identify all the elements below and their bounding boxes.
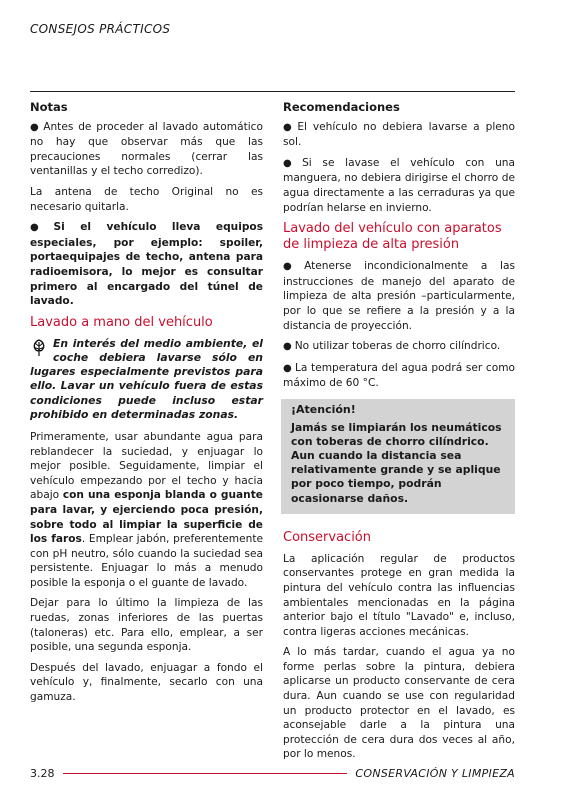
left-column — [30, 100, 263, 711]
bullet-dot-icon: ● — [30, 222, 51, 234]
bullet-dot-icon: ● — [283, 362, 293, 374]
hp-bullet-2: ● No utilizar toberas de chorro cilíndrico. — [283, 340, 501, 353]
header-rule — [30, 91, 515, 92]
notas-heading: Notas — [30, 100, 68, 114]
hp-bullet-3: ● La temperatura del agua podrá ser como máximo de 60 °C. — [283, 361, 515, 390]
chapter-title: CONSERVACIÓN Y LIMPIEZA — [355, 767, 515, 780]
rec-bullet-1: ● El vehículo no debiera lavarse a pleno sol. — [283, 120, 515, 149]
bullet-dot-icon: ● — [283, 341, 292, 353]
rec-bullet-2: ● Si se lavase el vehículo con una manguera, no debiera dirigirse el chorro de agua directamente a las cerraduras ya que podrían helarse en invierno. — [283, 156, 515, 214]
bullet-dot-icon: ● — [283, 261, 302, 273]
section-title-high-pressure: Lavado del vehículo con aparatos de limpieza de alta presión — [283, 221, 502, 253]
warning-title: ¡Atención! — [291, 402, 356, 416]
notas-bullet-2: ● Si el vehículo lleva equipos especiales, por ejemplo: spoiler, portaequipajes de techo, antena para radioemisora, lo mejor es consultar primero al encargado del túnel de lavado. — [30, 221, 263, 308]
page-number: 3.28 — [30, 767, 55, 780]
warning-text: Jamás se limpiarán los neumáticos con toberas de chorro cilíndrico. Aun cuando la distancia sea relativamente grande y se aplique por poco tiempo, podrán ocasionarse daños. — [291, 420, 502, 505]
conservation-paragraph-2: A lo más tardar, cuando el agua ya no forme perlas sobre la pintura, debiera aplicarse un producto conservante de cera dura. Aun cuando se use con regularidad un producto protector en el lavado, es aconsejable darle a la pintura una protección de cera dura dos veces al año, por lo menos. — [283, 646, 515, 761]
recomendaciones-heading: Recomendaciones — [283, 100, 400, 114]
bullet-dot-icon: ● — [283, 121, 295, 133]
bullet-dot-icon: ● — [30, 121, 41, 133]
hp-bullet-1: ● Atenerse incondicionalmente a las instrucciones de manejo del aparato de limpieza de alta presión –particularmente, por lo que se refiere a la presión y a la distancia de proyección. — [283, 260, 515, 332]
notas-bullet-1: ● Antes de proceder al lavado automático no hay que observar más que las precauciones normales (cerrar las ventanillas y el techo corredizo). — [30, 120, 263, 178]
hand-wash-paragraph-3: Después del lavado, enjuagar a fondo el vehículo y, finalmente, secarlo con una gamuza. — [30, 661, 263, 704]
warning-box — [281, 399, 515, 514]
leaf-icon — [30, 338, 48, 358]
environment-note: En interés del medio ambiente, el coche debiera lavarse sólo en lugares especialmente previstos para ello. Lavar un vehículo fuera de estas condiciones puede incluso estar prohibido en determinadas zonas. — [30, 336, 263, 421]
right-column — [283, 100, 515, 768]
conservation-paragraph-1: La aplicación regular de productos conservantes protege en gran medida la pintura del vehículo contra las influencias ambientales mencionadas en la página anterior bajo el título "Lavado" e, incluso, contra ligeras acciones mecánicas. — [283, 552, 515, 638]
page-footer — [30, 767, 515, 780]
section-title-hand-wash: Lavado a mano del vehículo — [30, 314, 213, 330]
footer-rule — [63, 773, 348, 774]
section-title-conservation: Conservación — [283, 529, 371, 545]
notas-paragraph: La antena de techo Original no es necesario quitarla. — [30, 185, 263, 213]
hand-wash-paragraph-1: Primeramente, usar abundante agua para reblandecer la suciedad, y enjuagar lo mejor posible. Seguidamente, limpiar el vehículo empezando por el techo y hacia abajo con una esponja blanda o guante para lavar, y ejerciendo poca presión, sobre todo al limpiar la superficie de los faros. Emplear jabón, preferentemente con pH neutro, sólo cuando la suciedad sea persistente. Enjuagar lo más a menudo posible la esponja o el guante de lavado. — [30, 430, 263, 589]
bullet-dot-icon: ● — [283, 157, 300, 169]
hand-wash-paragraph-2: Dejar para lo último la limpieza de las ruedas, zonas inferiores de las puertas (taloneras) etc. Para ello, emplear, a ser posible, una segunda esponja. — [30, 597, 263, 654]
page-header: CONSEJOS PRÁCTICOS — [30, 22, 171, 36]
